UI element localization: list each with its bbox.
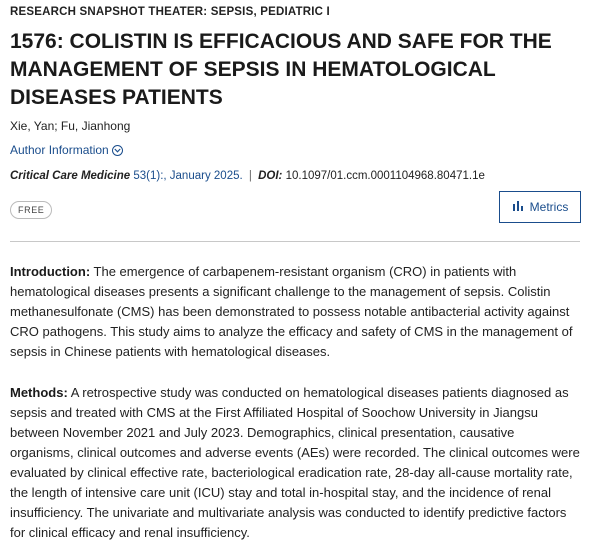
introduction-heading: Introduction: [10, 264, 91, 279]
author-list[interactable]: Xie, Yan; Fu, Jianhong [10, 119, 131, 133]
citation-separator: | [248, 170, 252, 182]
methods-heading: Methods: [10, 385, 68, 400]
citation-line [10, 170, 485, 182]
section-label: RESEARCH SNAPSHOT THEATER: SEPSIS, PEDIATRIC I [10, 6, 330, 18]
metrics-button[interactable] [499, 191, 581, 223]
doi-label: DOI: [258, 170, 283, 182]
journal-name[interactable]: Critical Care Medicine [10, 170, 131, 182]
free-access-badge: FREE [10, 201, 52, 219]
introduction-text: The emergence of carbapenem-resistant organism (CRO) in patients with hematological diseases presents a significant challenge to the management of sepsis. Colistin methanesulfonate (CMS) has been demonstrated to possess notable antibacterial activity against CRO pathogens. This study aims to analyze the efficacy and safety of CMS in the management of sepsis in Chinese patients with hematological diseases. [10, 264, 573, 359]
volume-issue-link[interactable]: 53(1):, January 2025. [133, 170, 243, 182]
chevron-down-icon [112, 145, 123, 156]
header-divider [10, 241, 580, 242]
metrics-label: Metrics [529, 200, 569, 214]
doi-value: 10.1097/01.ccm.0001104968.80471.1e [285, 170, 485, 182]
abstract-introduction [10, 262, 580, 362]
bar-chart-icon [512, 200, 524, 215]
methods-text: A retrospective study was conducted on hematological diseases patients diagnosed as sepsis and treated with CMS at the First Affiliated Hospital of Soochow University in Jiangsu between November 2021 and July 2023. Demographics, clinical presentation, causative organisms, clinical outcomes and adverse events (AEs) were recorded. The clinical outcomes were evaluated by clinical effective rate, bacteriological eradication rate, 28-day all-cause mortality rate, the length of intensive care unit (ICU) stay and total in-hospital stay, and the incidence of renal insufficiency. The univariate and multivariate analysis was conducted to identify predictive factors for clinical efficacy and renal insufficiency. [10, 385, 580, 540]
article-title: 1576: COLISTIN IS EFFICACIOUS AND SAFE FOR THE MANAGEMENT OF SEPSIS IN HEMATOLOGICAL DISEASES PATIENTS [10, 30, 552, 109]
abstract-methods [10, 383, 580, 543]
author-information-label: Author Information [10, 143, 109, 157]
author-information-toggle[interactable] [10, 143, 123, 157]
